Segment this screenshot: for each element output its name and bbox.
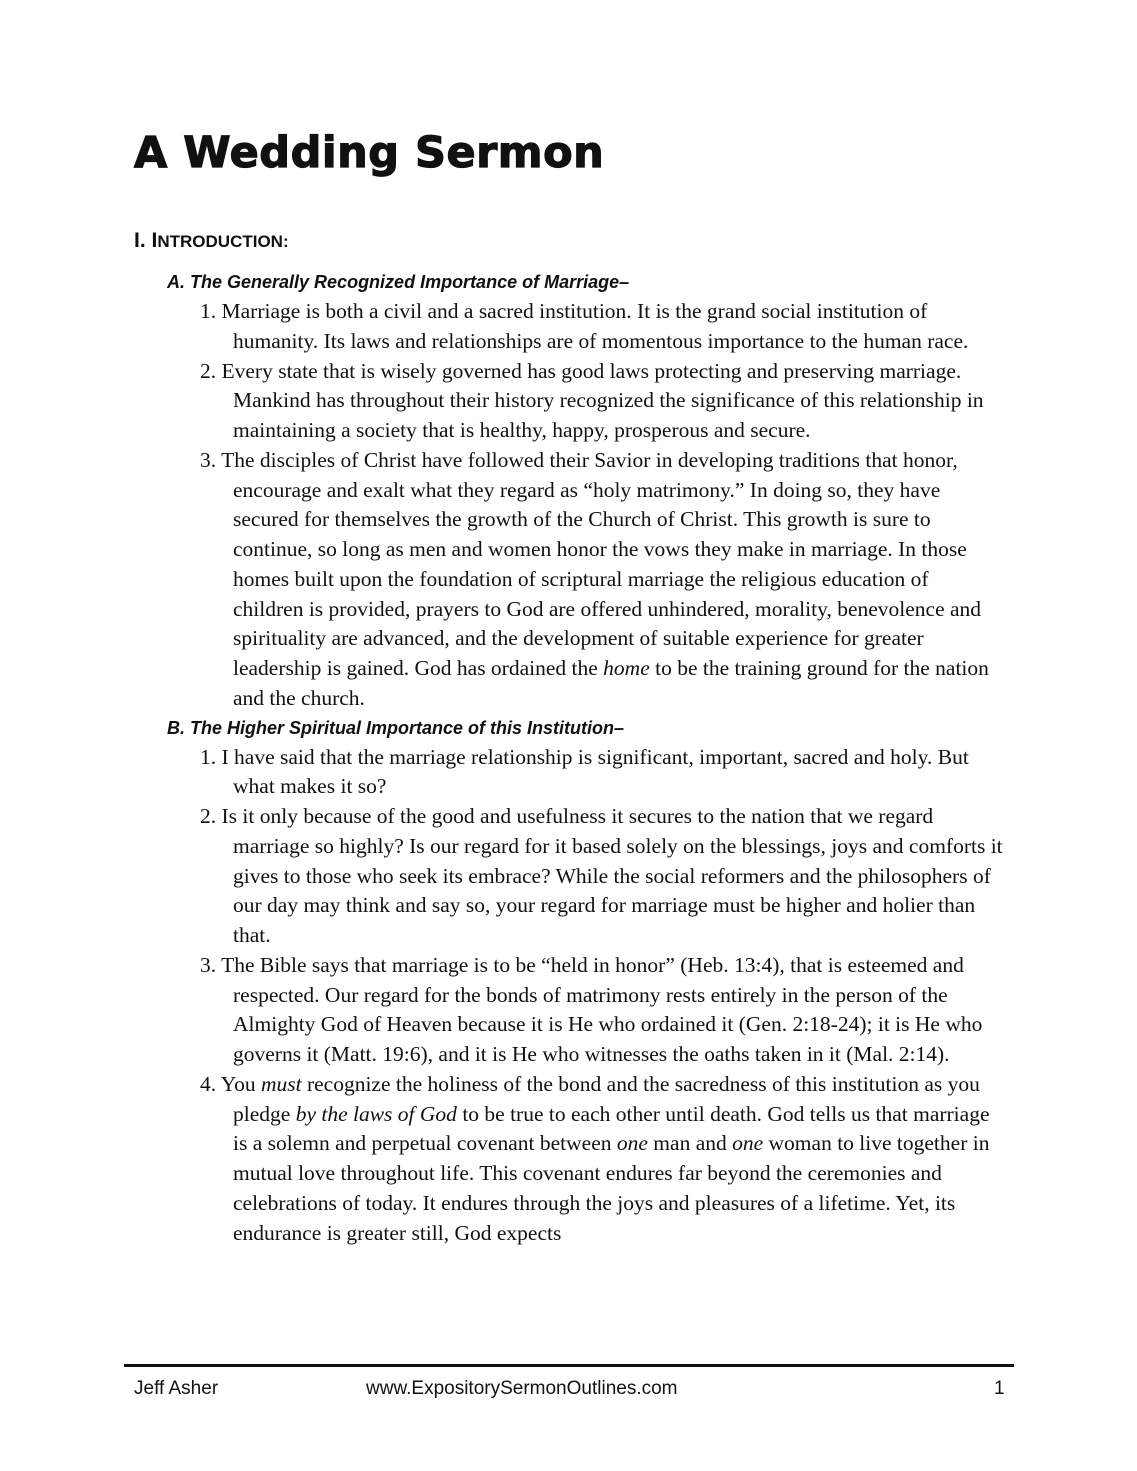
item-text [221,953,982,1066]
text-run: You [220,1071,261,1096]
item-text [221,448,989,710]
outline-item [200,743,1003,803]
subsection-heading: A. The Generally Recognized Importance of Marriage– [167,272,630,292]
emphasis-text: must [260,1071,302,1096]
footer-author: Jeff Asher [134,1378,219,1399]
item-number: 3. [200,952,217,977]
item-number: 3. [200,447,217,472]
item-text [222,359,984,443]
text-run: Marriage is both a civil and a sacred institution. It is the grand social institution of humanity. Its laws and relationships are of momentous importance to the human race. [221,299,969,353]
text-run: man and [647,1131,733,1156]
item-text [222,804,1003,947]
outline-item [200,1070,1003,1249]
outline-item [200,357,1003,446]
text-run: I have said that the marriage relationship is significant, important, sacred and holy. But what makes it so? [221,744,969,799]
item-number: 1. [200,744,217,769]
item-number: 2. [200,804,217,828]
text-run: The disciples of Christ have followed their Savior in developing traditions that honor, encourage and exalt what they regard as “holy matrimony.” In doing so, they have secured for themselves the growth of the Church of Christ. This growth is sure to continue, so long as men and women honor the vows they make in marriage. In those homes built upon the foundation of scriptural marriage the religious education of children is provided, prayers to God are offered unhindered, morality, benevolence and spirituality are advanced, and the development of suitable experience for greater leadership is gained. God has ordained the [221,447,982,680]
sermon-outline-body [167,268,1017,1248]
item-number: 2. [200,358,217,383]
emphasis-text: one [616,1131,648,1156]
text-run: to be true to each other until death. God tells us that marriage is a solemn and perpetual covenant between [233,1101,990,1156]
item-number: 4. [200,1071,217,1096]
footer-url: www.ExpositorySermonOutlines.com [366,1378,678,1399]
emphasis-text: by the laws of God [295,1101,457,1126]
footer-rule [124,1364,1014,1367]
text-run: Is it only because of the good and usefulness it secures to the nation that we regard marriage so highly? Is our regard for it based solely on the blessings, joys and comforts it gives to those who seek its embrace? While the social reformers and the philosophers of our day may think and say so, your regard for marriage must be higher and holier than that. [221,804,1003,947]
section-heading-rest: NTRODUCTION: [157,232,289,251]
section-heading-initial: I [151,229,158,252]
emphasis-text: one [732,1131,764,1156]
footer-page-number: 1 [994,1378,1005,1399]
outline-item [200,802,1003,951]
outline-item [200,297,1003,357]
page-title: A Wedding Sermon [134,128,605,178]
text-run: The Bible says that marriage is to be “held in honor” (Heb. 13:4), that is esteemed and respected. Our regard for the bonds of matrimony rests entirely in the person of the Almighty God of Heaven because it is He who ordained it (Gen. 2:18-24); it is He who governs it (Matt. 19:6), and it is He who witnesses the oaths taken in it (Mal. 2:14). [221,952,983,1066]
outline-item [200,951,1003,1070]
section-heading [134,227,289,256]
text-run: recognize the holiness of the bond and the sacredness of this institution as you pledge [233,1071,980,1126]
text-run: to be the training ground for the nation and the church. [233,656,989,710]
outline-item [200,446,1003,714]
item-number: 1. [200,299,217,323]
emphasis-text: home [603,656,650,680]
subsection-heading: B. The Higher Spiritual Importance of this Institution– [167,717,625,738]
item-text [222,299,969,353]
item-text [222,745,969,799]
item-text [221,1072,990,1245]
text-run: woman to live together in mutual love throughout life. This covenant endures far beyond the ceremonies and celebrations of today. It endures through the joys and pleasures of a lifetime. Yet, its endurance is greater still, God expects [233,1131,990,1245]
text-run: Every state that is wisely governed has good laws protecting and preserving marriage. Mankind has throughout their history recognized the significance of this relationship in maintaining a society that is healthy, happy, prosperous and secure. [221,358,984,442]
section-numeral: I. [134,229,146,252]
